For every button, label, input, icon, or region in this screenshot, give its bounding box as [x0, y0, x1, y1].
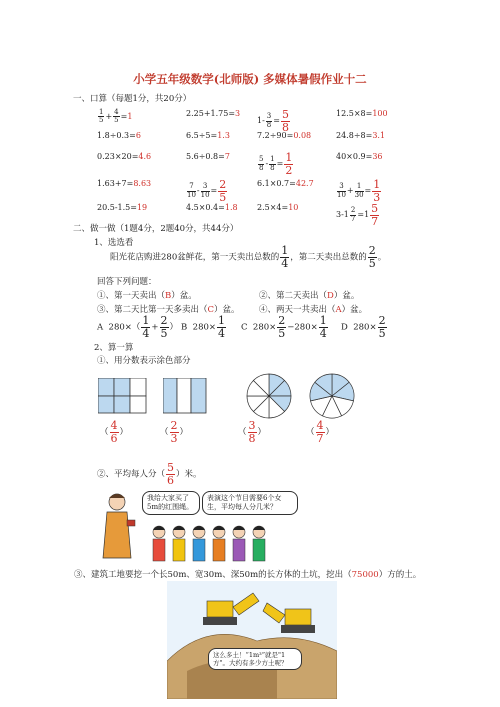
oral-calc-item: 0.23×20=4.6 [97, 152, 152, 161]
shade-answer-3: （ $\frac{3}{8}$ ） [238, 419, 267, 445]
fraction: $\frac{5}{8}$ [259, 155, 264, 172]
q2-sub3: ③、建筑工地要挖一个长50m、宽30m、深50m的长方体的土坑，挖出（75000）方的土。 [74, 570, 422, 580]
page-title: 小学五年级数学(北师版) 多媒体暑假作业十二 [133, 72, 367, 86]
oral-calc-item: 2.5×4=10 [257, 203, 299, 212]
choice-d: D 280× $\frac{2}{5}$ [341, 314, 386, 340]
oral-calc-item: 40×0.9=36 [336, 152, 383, 161]
oral-calc-item: $\frac{3}{10}$ + $\frac{1}{30}$ = $\frac{1}{3}$ [337, 178, 381, 204]
oral-calc-item: 4.5×0.4=1.8 [186, 203, 238, 212]
choice-b: B 280× $\frac{1}{4}$ [181, 314, 226, 340]
q1-prompt: 回答下列问题： [97, 277, 157, 287]
caption-bubble: 这么多土！“1m³”就是"1方"。大约有多少方土呢？ [208, 648, 302, 670]
choice-c: C 280× $\frac{2}{5}$ −280× $\frac{1}{4}$ [241, 314, 327, 340]
q1-title: 1、选选看 [94, 238, 134, 248]
oral-calc-item: 5.6÷0.8=7 [186, 152, 230, 161]
fraction: $\frac{4}{5}$ [114, 108, 119, 125]
fraction: $\frac{1}{4}$ [281, 244, 289, 270]
oral-calc-item: 2.25+1.75=3 [186, 109, 241, 118]
q2-sub2: ②、平均每人分（ $\frac{5}{6}$ ）米。 [97, 461, 202, 487]
section1-heading: 一、口算（每题1分，共20分） [73, 94, 192, 104]
section2-heading: 二、做一做（1题4分，2题40分，共44分） [73, 224, 239, 234]
oral-calc-item: $\frac{5}{8}$ - $\frac{1}{8}$ = $\frac{1}{2}$ [259, 151, 293, 177]
fraction: $\frac{5}{8}$ [281, 108, 289, 134]
fraction: $\frac{1}{8}$ [270, 155, 275, 172]
fraction: $\frac{7}{10}$ [187, 182, 196, 199]
fraction: $\frac{1}{30}$ [354, 182, 364, 199]
fraction: $\frac{3}{8}$ [266, 112, 272, 129]
circle-figure-eighths [244, 371, 294, 421]
shade-answer-4: （ $\frac{4}{7}$ ） [306, 419, 335, 445]
teacher-speech-bubble: 我给大家买了5m的红围绳。 [142, 491, 200, 515]
sub-question-1: ①、第一天卖出（B）盆。 [97, 291, 197, 301]
kids-speech-bubble: 表演这个节目需要6个女生，平均每人分几米？ [202, 491, 298, 515]
q1-text: 阳光花店购进280盆鲜花，第一天卖出总数的 $\frac{1}{4}$ ，第二天卖出总数的 $\frac{2}{5}$ 。 [110, 244, 387, 270]
rect-figure-1 [98, 378, 148, 414]
oral-calc-item: 20.5-1.5=19 [97, 203, 148, 212]
fraction: $\frac{1}{3}$ [373, 178, 381, 204]
fraction: $\frac{2}{7}$ [350, 206, 356, 223]
oral-calc-item: 1.63+7=8.63 [97, 179, 152, 188]
fraction: $\frac{2}{5}$ [219, 178, 227, 204]
q2-title: 2、算一算 [94, 343, 134, 353]
q1-text-b: ，第二天卖出总数的 [290, 252, 367, 263]
fraction: $\frac{2}{5}$ [368, 244, 376, 270]
shade-answer-1: （ $\frac{4}{6}$ ） [100, 419, 129, 445]
oral-calc-item: 1- $\frac{3}{8}$ = $\frac{5}{8}$ [257, 108, 289, 134]
teacher-figure [103, 494, 135, 558]
kids-group [153, 526, 265, 561]
fraction: $\frac{1}{5}$ [99, 108, 104, 125]
oral-calc-item: 12.5×8=100 [336, 109, 388, 118]
construction-illustration [167, 581, 337, 699]
oral-calc-item: 7.2÷90=0.08 [257, 131, 312, 140]
oral-calc-item: 6.1×0.7=42.7 [257, 179, 314, 188]
sub-question-3: ③、第二天比第一天多卖出（C）盆。 [97, 305, 240, 315]
sub-question-4: ④、两天一共卖出（A）盆。 [259, 305, 368, 315]
rect-figure-2 [163, 378, 208, 414]
oral-calc-item: 6.5÷5=1.3 [186, 131, 230, 140]
oral-calc-item: $\frac{7}{10}$ - $\frac{3}{10}$ = $\frac{2}{5}$ [187, 178, 227, 204]
fraction: $\frac{3}{10}$ [200, 182, 210, 199]
choice-a: A 280×（ $\frac{1}{4}$ + $\frac{2}{5}$ ） [97, 314, 179, 340]
q1-text-a: 阳光花店购进280盆鲜花，第一天卖出总数的 [110, 252, 280, 263]
oral-calc-item: 1.8÷0.3=6 [97, 131, 141, 140]
q2-sub1: ①、用分数表示涂色部分 [97, 356, 191, 366]
fraction: $\frac{3}{10}$ [337, 182, 346, 199]
shade-answer-2: （ $\frac{2}{3}$ ） [160, 419, 189, 445]
oral-calc-item: 24.8÷8=3.1 [336, 131, 386, 140]
fraction: $\frac{1}{2}$ [285, 151, 293, 177]
oral-calc-item: $\frac{1}{5}$ + $\frac{4}{5}$ =1 [99, 108, 133, 125]
fraction: $\frac{5}{7}$ [371, 202, 379, 228]
circle-figure-sevenths [307, 371, 357, 421]
oral-calc-item: 3-1 $\frac{2}{7}$ =1 $\frac{5}{7}$ [336, 202, 379, 228]
sub-question-2: ②、第二天卖出（D）盆。 [259, 291, 360, 301]
